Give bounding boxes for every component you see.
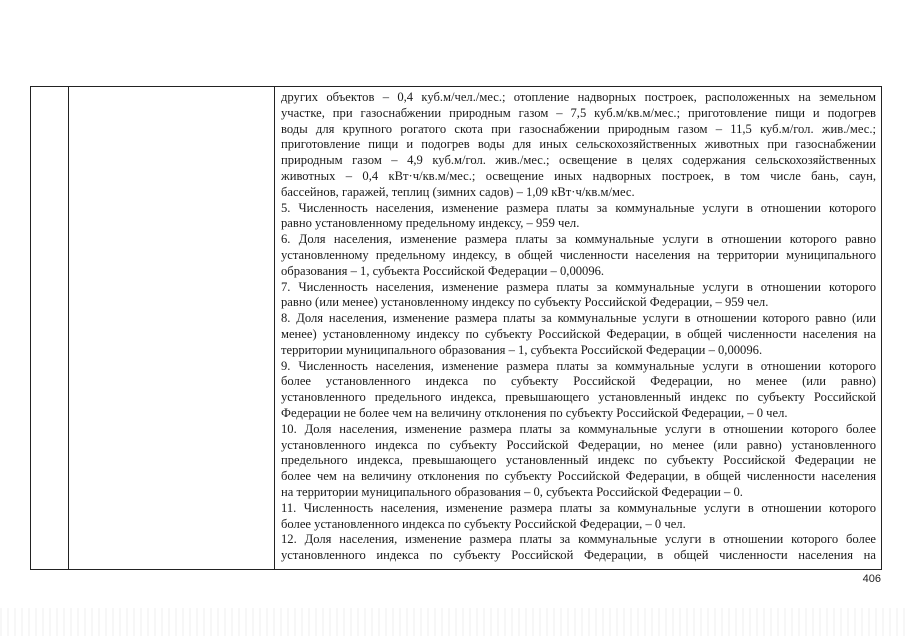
text-line: более чем на величину отклонения по субъекту Российской Федерации, в общей численности населения [281,469,876,484]
text-line: образования – 1, субъекта Российской Федерации – 0,00096. [281,263,605,278]
text-line: воды для крупного рогатого скота при газоснабжении природным газом – 11,5 куб.м/гол. жив./мес.; [281,121,876,136]
text-line: равно (или менее) установленному индексу по субъекту Российской Федерации, – 959 чел. [281,295,769,310]
scan-background [0,608,905,636]
text-line: других объектов – 0,4 куб.м/чел./мес.; отопление надворных построек, расположенных на земельном [281,90,876,104]
table-column-name [69,87,275,569]
text-line: 8. Доля населения, изменение размера платы за коммунальные услуги в отношении которого равно (или [281,311,876,326]
text-line: природным газом – 4,9 куб.м/гол. жив./мес.; освещение в целях содержания сельскохозяйственных [281,153,876,168]
text-line: Федерации не более чем на величину отклонения по субъекту Российской Федерации, – 0 чел. [281,405,788,420]
text-line: установленного предельного индекса, превышающего установленный индекс по субъекту Российской [281,390,876,405]
text-line: 10. Доля населения, изменение размера платы за коммунальные услуги в отношении которого более [281,421,876,436]
text-line: территории муниципального образования – 1, субъекта Российской Федерации – 0,00096. [281,342,763,357]
text-line: установленного индекса по субъекту Российской Федерации, но менее (или равно) установленного [281,437,876,452]
text-line: 12. Доля населения, изменение размера платы за коммунальные услуги в отношении которого более [281,532,876,547]
text-line: установленного индекса по субъекту Российской Федерации, в общей численности населения на [281,548,876,563]
table-column-number [31,87,69,569]
text-line: равно установленному предельному индексу, – 959 чел. [281,216,580,231]
text-line: животных – 0,4 кВт·ч/кв.м/мес.; освещение иных надворных построек, в том числе бань, саун, [281,168,876,183]
text-line: установленному предельному индексу, в общей численности населения на территории муниципального [281,247,876,262]
text-line: менее) установленному индексу по субъекту Российской Федерации, в общей численности населения на [281,326,876,341]
table-column-text [275,87,881,569]
page-number: 406 [862,573,881,585]
document-table [30,86,882,570]
text-line: на территории муниципального образования – 0, субъекта Российской Федерации – 0. [281,484,743,499]
text-line: приготовление пищи и подогрев воды для иных сельскохозяйственных животных при газоснабжении [281,137,876,152]
text-line: более установленного индекса по субъекту Российской Федерации, но менее (или равно) [281,374,876,389]
text-line: бассейнов, гаражей, теплиц (зимних садов) – 1,09 кВт·ч/кв.м/мес. [281,184,635,199]
text-line: 11. Численность населения, изменение размера платы за коммунальные услуги в отношении которого [281,500,876,515]
text-line: 7. Численность населения, изменение размера платы за коммунальные услуги в отношении которого [281,279,876,294]
text-line: 5. Численность населения, изменение размера платы за коммунальные услуги в отношении которого [281,200,876,215]
text-line: участке, при газоснабжении природным газом – 7,5 куб.м/кв.м/мес.; приготовление пищи и подогрев [281,105,876,120]
text-line: 9. Численность населения, изменение размера платы за коммунальные услуги в отношении которого [281,358,876,373]
text-line: предельного индекса, превышающего установленный индекс по субъекту Российской Федерации не [281,453,876,468]
text-line: более установленного индекса по субъекту Российской Федерации, – 0 чел. [281,516,686,531]
text-line: 6. Доля населения, изменение размера платы за коммунальные услуги в отношении которого равно [281,232,876,247]
